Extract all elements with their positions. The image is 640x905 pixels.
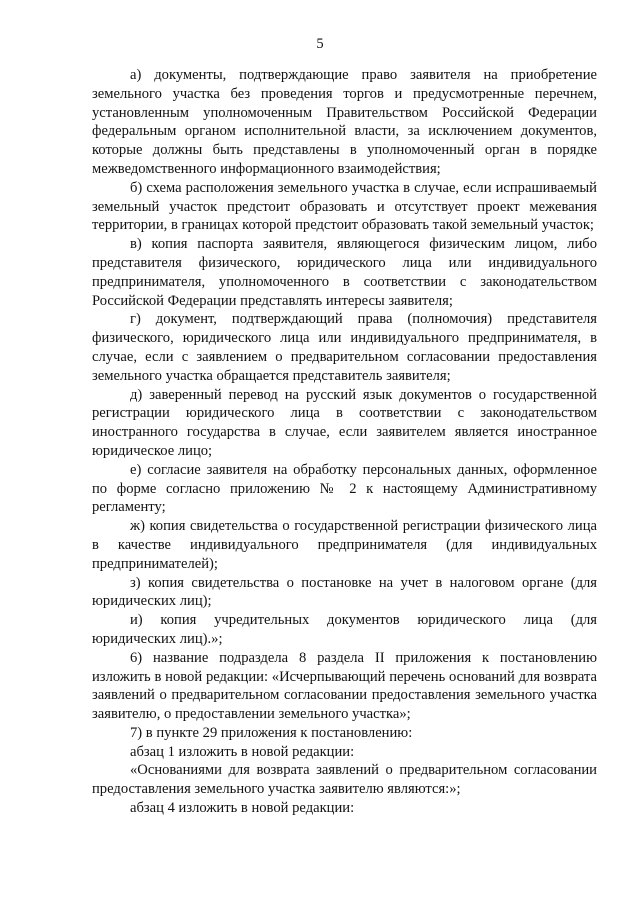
paragraph-zh-certificate: ж) копия свидетельства о государственной регистрации физического лица в качестве индивидуального предпринимателя (для индивидуальных предпринимателей); xyxy=(92,518,597,572)
paragraph-b-scheme: б) схема расположения земельного участка в случае, если испрашиваемый земельный участок предстоит образовать и отсутствует проект межевания территории, в границах которой предстоит образовать такой земельный участок; xyxy=(92,179,597,234)
paragraph-7-item-29: 7) в пункте 29 приложения к постановлению: xyxy=(130,724,413,741)
paragraph-abzats-4: абзац 4 изложить в новой редакции: xyxy=(130,800,355,817)
paragraph-g-authority: г) документ, подтверждающий права (полномочия) представителя физического, юридического лица или индивидуального предпринимателя, в случае, если с заявлением о предварительном согласовании предоставления земельного участка обращается представитель заявителя; xyxy=(92,311,597,384)
document-body xyxy=(92,66,597,818)
paragraph-d-translation: д) заверенный перевод на русский язык документов о государственной регистрации юридического лица в соответствии с законодательством иностранного государства в случае, если заявителем является иностранное юридическое лицо; xyxy=(92,386,597,459)
paragraph-a-documents: а) документы, подтверждающие право заявителя на приобретение земельного участка без проведения торгов и предусмотренные перечнем, установленным уполномоченным Правительством Российской Федерации федеральным органом исполнительной власти, за исключением документов, которые должны быть представлены в уполномоченный орган в порядке межведомственного информационного взаимодействия; xyxy=(92,67,597,177)
paragraph-i-founding-docs: и) копия учредительных документов юридического лица (для юридических лиц).»; xyxy=(92,612,597,647)
paragraph-grounds-quote: «Основаниями для возврата заявлений о предварительном согласовании предоставления земельного участка заявителю являются:»; xyxy=(92,762,597,798)
paragraph-v-passport: в) копия паспорта заявителя, являющегося физическим лицом, либо представителя физического, юридического лица или индивидуального предпринимателя, уполномоченного в соответствии с законодательством Российской Федерации представлять интересы заявителя; xyxy=(92,236,597,309)
paragraph-e-consent: е) согласие заявителя на обработку персональных данных, оформленное по форме согласно приложению № 2 к настоящему Административному регламенту; xyxy=(92,461,597,516)
paragraph-z-tax: з) копия свидетельства о постановке на учет в налоговом органе (для юридических лиц); xyxy=(92,574,597,610)
paragraph-abzats-1: абзац 1 изложить в новой редакции: xyxy=(130,743,355,760)
page-number: 5 xyxy=(316,36,324,52)
paragraph-6-subsection-title: 6) название подраздела 8 раздела II приложения к постановлению изложить в новой редакции: «Исчерпывающий перечень оснований для возврата заявлений о предварительном согласовании предоставления земельного участка заявителю, о предоставлении земельного участка»; xyxy=(92,649,597,723)
